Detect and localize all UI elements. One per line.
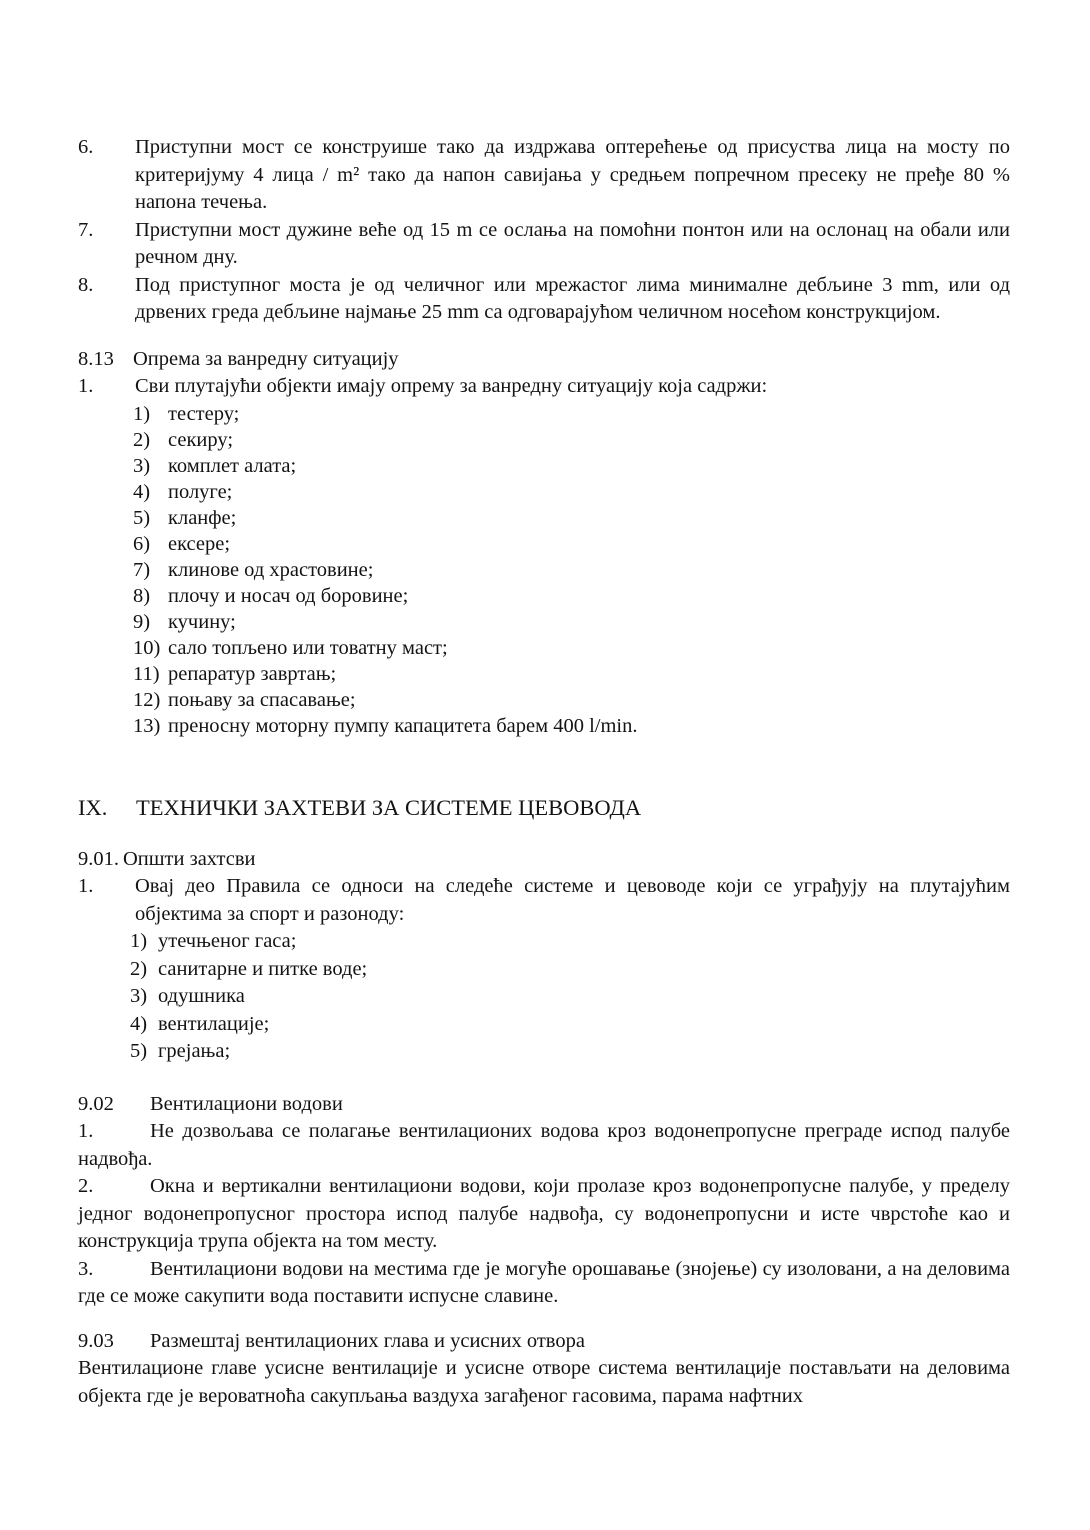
item-text: Овај део Правила се односи на следеће системе и цевоводе који се уграђују на плутајућим објектима за спорт и разоноду: — [135, 875, 1010, 925]
item-text: санитарне и питке воде; — [158, 957, 368, 980]
section-number: 8.13 — [78, 347, 114, 370]
item-text: кланфе; — [168, 506, 237, 529]
item-text: Сви плутајући објекти имају опрему за ванредну ситуацију која садржи: — [135, 375, 768, 397]
item-text: Приступни мост дужине веће од 15 m се ослања на помоћни понтон или на ослонац на обали или речном дну. — [135, 218, 1010, 268]
list-item — [130, 956, 1010, 984]
item-number: 2) — [130, 957, 148, 980]
section-title: Вентилациони водови — [150, 1092, 343, 1115]
item-text: Под приступног моста је од челичног или мрежастог лима минималне дебљине 3 mm, или од дрвених греда дебљине најмање 25 mm са одговарајућом челичном носећом конструкцијом. — [135, 273, 1010, 323]
item-text: вентилације; — [158, 1012, 270, 1035]
paragraph-text: Не дозвољава се полагање вентилационих водова кроз водонепропусне преграде испод палубе надвођа. — [78, 1120, 1010, 1170]
item-number: 6) — [133, 532, 151, 555]
item-number: 2) — [133, 428, 151, 451]
list-item — [133, 609, 1010, 635]
list-item — [133, 687, 1010, 713]
item-text: ексере; — [168, 532, 231, 555]
paragraph — [78, 1256, 1010, 1311]
chapter-heading — [78, 793, 1010, 823]
item-number: 5) — [130, 1040, 148, 1062]
item-number: 1. — [78, 375, 94, 397]
item-number: 8. — [78, 273, 94, 296]
paragraph-number: 2. — [78, 1175, 94, 1197]
paragraph — [78, 1118, 1010, 1173]
item-text: Приступни мост се конструише тако да издржава оптерећење од присуства лица на мосту по критеријуму 4 лица / m² тако да напон савијања у средњем попречном пресеку не пређе 80 % напона течења. — [135, 136, 1010, 213]
paragraph: Вентилационе главе усисне вентилације и усисне отворе система вентилације постављати на деловима објекта где је вероватноћа сакупљања ваздуха загађеног гасовима, парама нафтних — [78, 1357, 1010, 1407]
list-item — [130, 1011, 1010, 1039]
item-text: комплет алата; — [168, 454, 297, 477]
item-number: 10) — [133, 636, 161, 659]
item-number: 8) — [133, 584, 151, 607]
list-item — [133, 531, 1010, 557]
list-item — [133, 713, 1010, 739]
list-item — [130, 983, 1010, 1011]
item-number: 1) — [130, 930, 148, 952]
paragraph-number: 1. — [78, 1120, 94, 1142]
systems-list — [78, 928, 1010, 1066]
list-item — [133, 427, 1010, 453]
item-text: утечњеног гаса; — [158, 930, 297, 952]
item-number: 4) — [133, 480, 151, 503]
list-item — [133, 505, 1010, 531]
list-item — [130, 928, 1010, 956]
list-item — [133, 479, 1010, 505]
item-number: 7. — [78, 218, 94, 241]
item-number: 7) — [133, 558, 151, 581]
section-heading-902 — [78, 1091, 1010, 1119]
section-number: 9.01. — [78, 847, 119, 870]
section-title: Општи захтсви — [123, 847, 256, 870]
list-item — [133, 661, 1010, 687]
section-heading-901 — [78, 846, 1010, 874]
item-text: одушника — [158, 985, 245, 1007]
item-text: полуге; — [168, 480, 233, 503]
item-number: 11) — [133, 662, 160, 685]
item-text: плочу и носач од боровине; — [168, 584, 409, 607]
list-item — [133, 557, 1010, 583]
item-text: клинове од храстовине; — [168, 558, 374, 581]
list-item-8 — [78, 272, 1010, 327]
chapter-number: IX. — [78, 794, 108, 820]
section-title: Опрема за ванредну ситуацију — [133, 347, 399, 370]
item-text: тестеру; — [168, 402, 240, 425]
paragraph-number: 3. — [78, 1257, 94, 1280]
paragraph-text: Вентилациони водови на местима где је могуће орошавање (знојење) су изоловани, а на деловима где се може сакупити вода поставити испусне славине. — [78, 1257, 1010, 1307]
list-item — [133, 583, 1010, 609]
item-text: сало топљено или товатну маст; — [168, 636, 448, 659]
list-item-7 — [78, 217, 1010, 272]
equipment-list — [78, 401, 1010, 739]
list-item — [78, 373, 1010, 401]
section-number: 9.03 — [78, 1329, 114, 1352]
list-item — [78, 873, 1010, 928]
item-text: преносну моторну пумпу капацитета барем 400 l/min. — [168, 714, 638, 737]
item-number: 5) — [133, 506, 151, 529]
list-item — [133, 635, 1010, 661]
item-number: 1) — [133, 402, 151, 425]
item-number: 6. — [78, 136, 94, 158]
item-text: грејања; — [158, 1040, 231, 1062]
list-item-6 — [78, 134, 1010, 217]
chapter-title: ТЕХНИЧКИ ЗАХТЕВИ ЗА СИСТЕМЕ ЦЕВОВОДА — [136, 794, 642, 820]
item-number: 4) — [130, 1012, 148, 1035]
item-number: 3) — [133, 454, 151, 477]
item-text: кучину; — [168, 610, 236, 633]
section-title: Размештај вентилационих глава и усисних отвора — [150, 1329, 585, 1352]
paragraph — [78, 1173, 1010, 1256]
item-number: 9) — [133, 610, 151, 633]
section-heading-813 — [78, 346, 1010, 374]
paragraph-text: Окна и вертикални вентилациони водови, који пролазе кроз водонепропусне палубе, у пределу једног водонепропусног простора испод палубе надвођа, су водонепропусни и исте чврстоће као и конструкција трупа објекта на том месту. — [78, 1175, 1010, 1252]
list-item — [133, 401, 1010, 427]
item-number: 13) — [133, 714, 161, 737]
list-item — [130, 1038, 1010, 1066]
section-heading-903 — [78, 1328, 1010, 1356]
item-number: 12) — [133, 688, 161, 711]
list-item — [133, 453, 1010, 479]
item-text: репаратур завртањ; — [168, 662, 337, 685]
item-number: 1. — [78, 875, 94, 897]
item-text: поњаву за спасавање; — [168, 688, 356, 711]
section-number: 9.02 — [78, 1092, 114, 1115]
item-number: 3) — [130, 985, 148, 1007]
item-text: секиру; — [168, 428, 234, 451]
